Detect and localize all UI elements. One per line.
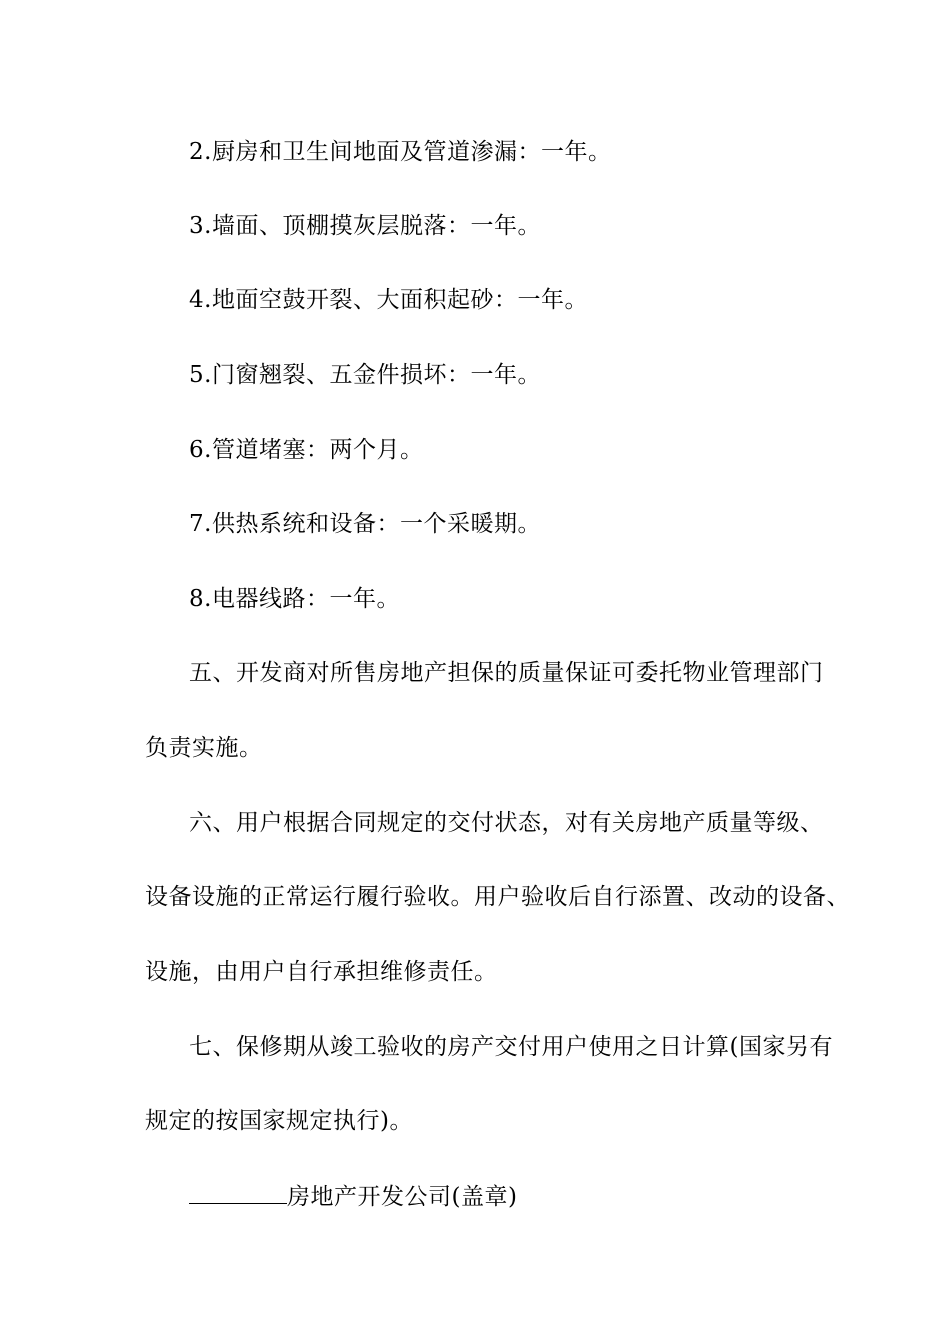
signature-line <box>189 1181 517 1212</box>
item-4: 4.地面空鼓开裂、大面积起砂：一年。 <box>189 287 588 313</box>
item-7: 7.供热系统和设备：一个采暖期。 <box>189 511 541 537</box>
item-8: 8.电器线路：一年。 <box>189 586 400 612</box>
signature-blank[interactable] <box>189 1181 287 1204</box>
clause-6-line-2: 设备设施的正常运行履行验收。用户验收后自行添置、改动的设备、 <box>145 884 850 910</box>
item-2: 2.厨房和卫生间地面及管道渗漏：一年。 <box>189 139 612 165</box>
item-6: 6.管道堵塞：两个月。 <box>189 437 424 463</box>
clause-5-line-1: 五、开发商对所售房地产担保的质量保证可委托物业管理部门 <box>189 660 824 686</box>
clause-5-line-2: 负责实施。 <box>145 735 263 761</box>
signature-text: 房地产开发公司(盖章) <box>287 1184 518 1210</box>
item-5: 5.门窗翘裂、五金件损坏：一年。 <box>189 362 541 388</box>
clause-7-line-2: 规定的按国家规定执行)。 <box>145 1108 413 1134</box>
clause-7-line-1: 七、保修期从竣工验收的房产交付用户使用之日计算(国家另有 <box>189 1034 833 1060</box>
clause-6-line-1: 六、用户根据合同规定的交付状态，对有关房地产质量等级、 <box>189 810 824 836</box>
clause-6-line-3: 设施，由用户自行承担维修责任。 <box>145 959 498 985</box>
item-3: 3.墙面、顶棚摸灰层脱落：一年。 <box>189 213 541 239</box>
